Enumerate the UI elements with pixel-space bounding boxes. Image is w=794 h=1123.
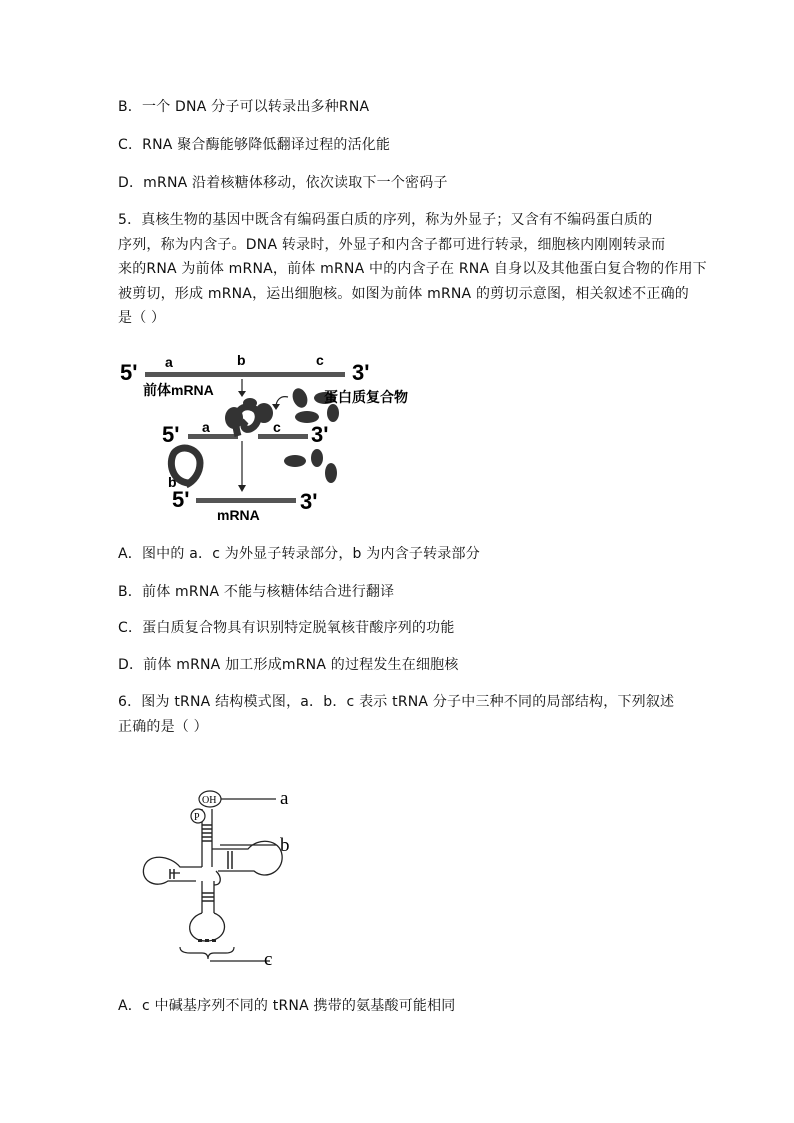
intron-b-label-bottom: b (168, 474, 177, 490)
exon-c-label-mid: c (273, 419, 281, 435)
protein-complex-icon (295, 411, 319, 423)
q5-option-c: C．蛋白质复合物具有识别特定脱氧核苷酸序列的功能 (118, 620, 455, 636)
middle-strand-right (258, 434, 308, 439)
label-c: c (264, 949, 273, 970)
three-prime-label-bottom: 3' (300, 489, 318, 514)
exon-c-label-top: c (316, 352, 324, 368)
q5-option-b: B．前体 mRNA 不能与核糖体结合进行翻译 (118, 584, 395, 600)
label-a: a (280, 788, 289, 809)
intron-b-label-top: b (237, 352, 246, 368)
q5-stem-line: 序列，称为内含子。DNA 转录时，外显子和内含子都可进行转录，细胞核内刚刚转录而 (118, 236, 666, 253)
curved-arrow-head (272, 404, 280, 410)
q6-stem-line: 6．图为 tRNA 结构模式图，a．b．c 表示 tRNA 分子中三种不同的局部结构，下列叙述 (118, 694, 675, 710)
mrna-label: mRNA (217, 507, 260, 523)
complex-bound-right (255, 403, 273, 423)
complex-bound-left (225, 407, 243, 429)
q5-stem-line: 5．真核生物的基因中既含有编码蛋白质的序列，称为外显子；又含有不编码蛋白质的 (118, 212, 653, 228)
three-prime-label-top: 3' (352, 360, 370, 385)
q6-stem (118, 690, 678, 739)
q5-stem-line: 是（ ） (118, 310, 166, 326)
q4-option-d: D．mRNA 沿着核糖体移动，依次读取下一个密码子 (118, 175, 448, 191)
five-prime-label-top: 5' (120, 360, 138, 385)
pre-mrna-label: 前体mRNA (143, 382, 214, 398)
complex-bound-top (243, 398, 257, 408)
protein-complex-icon (284, 455, 306, 467)
arrow-head (238, 391, 246, 397)
exon-a-label-top: a (165, 354, 173, 370)
protein-complex-label: 蛋白质复合物 (324, 389, 408, 405)
five-prime-label-bottom: 5' (172, 487, 190, 512)
three-prime-label-mid: 3' (311, 422, 329, 447)
q5-option-a: A．图中的 a．c 为外显子转录部分，b 为内含子转录部分 (118, 546, 480, 562)
q4-option-b: B．一个 DNA 分子可以转录出多种RNA (118, 99, 370, 115)
arrow-head-long (238, 485, 246, 492)
middle-strand-left (188, 434, 238, 439)
five-prime-label-mid: 5' (162, 422, 180, 447)
protein-complex-icon (327, 404, 339, 422)
splicing-diagram (110, 345, 430, 525)
pre-mrna-strand (145, 372, 345, 377)
q5-option-d: D．前体 mRNA 加工形成mRNA 的过程发生在细胞核 (118, 657, 459, 673)
oh-label: OH (202, 795, 217, 806)
protein-complex-icon (290, 386, 310, 410)
exon-a-label-mid: a (202, 419, 210, 435)
q5-stem-line: 被剪切，形成 mRNA，运出细胞核。如图为前体 mRNA 的剪切示意图，相关叙述不正确的 (118, 285, 689, 302)
protein-complex-icon (311, 449, 323, 467)
mrna-strand (196, 498, 296, 503)
q6-stem-line: 正确的是（ ） (118, 718, 208, 735)
q6-option-a: A．c 中碱基序列不同的 tRNA 携带的氨基酸可能相同 (118, 998, 456, 1014)
p-label: P (194, 812, 200, 823)
trna-diagram (130, 785, 310, 975)
q5-stem-line: 来的RNA 为前体 mRNA，前体 mRNA 中的内含子在 RNA 自身以及其他蛋白复合物的作用下 (118, 261, 707, 277)
protein-complex-icon (325, 463, 337, 483)
q4-option-c: C．RNA 聚合酶能够降低翻译过程的活化能 (118, 137, 391, 153)
label-b: b (280, 835, 290, 856)
q5-stem (118, 208, 707, 331)
